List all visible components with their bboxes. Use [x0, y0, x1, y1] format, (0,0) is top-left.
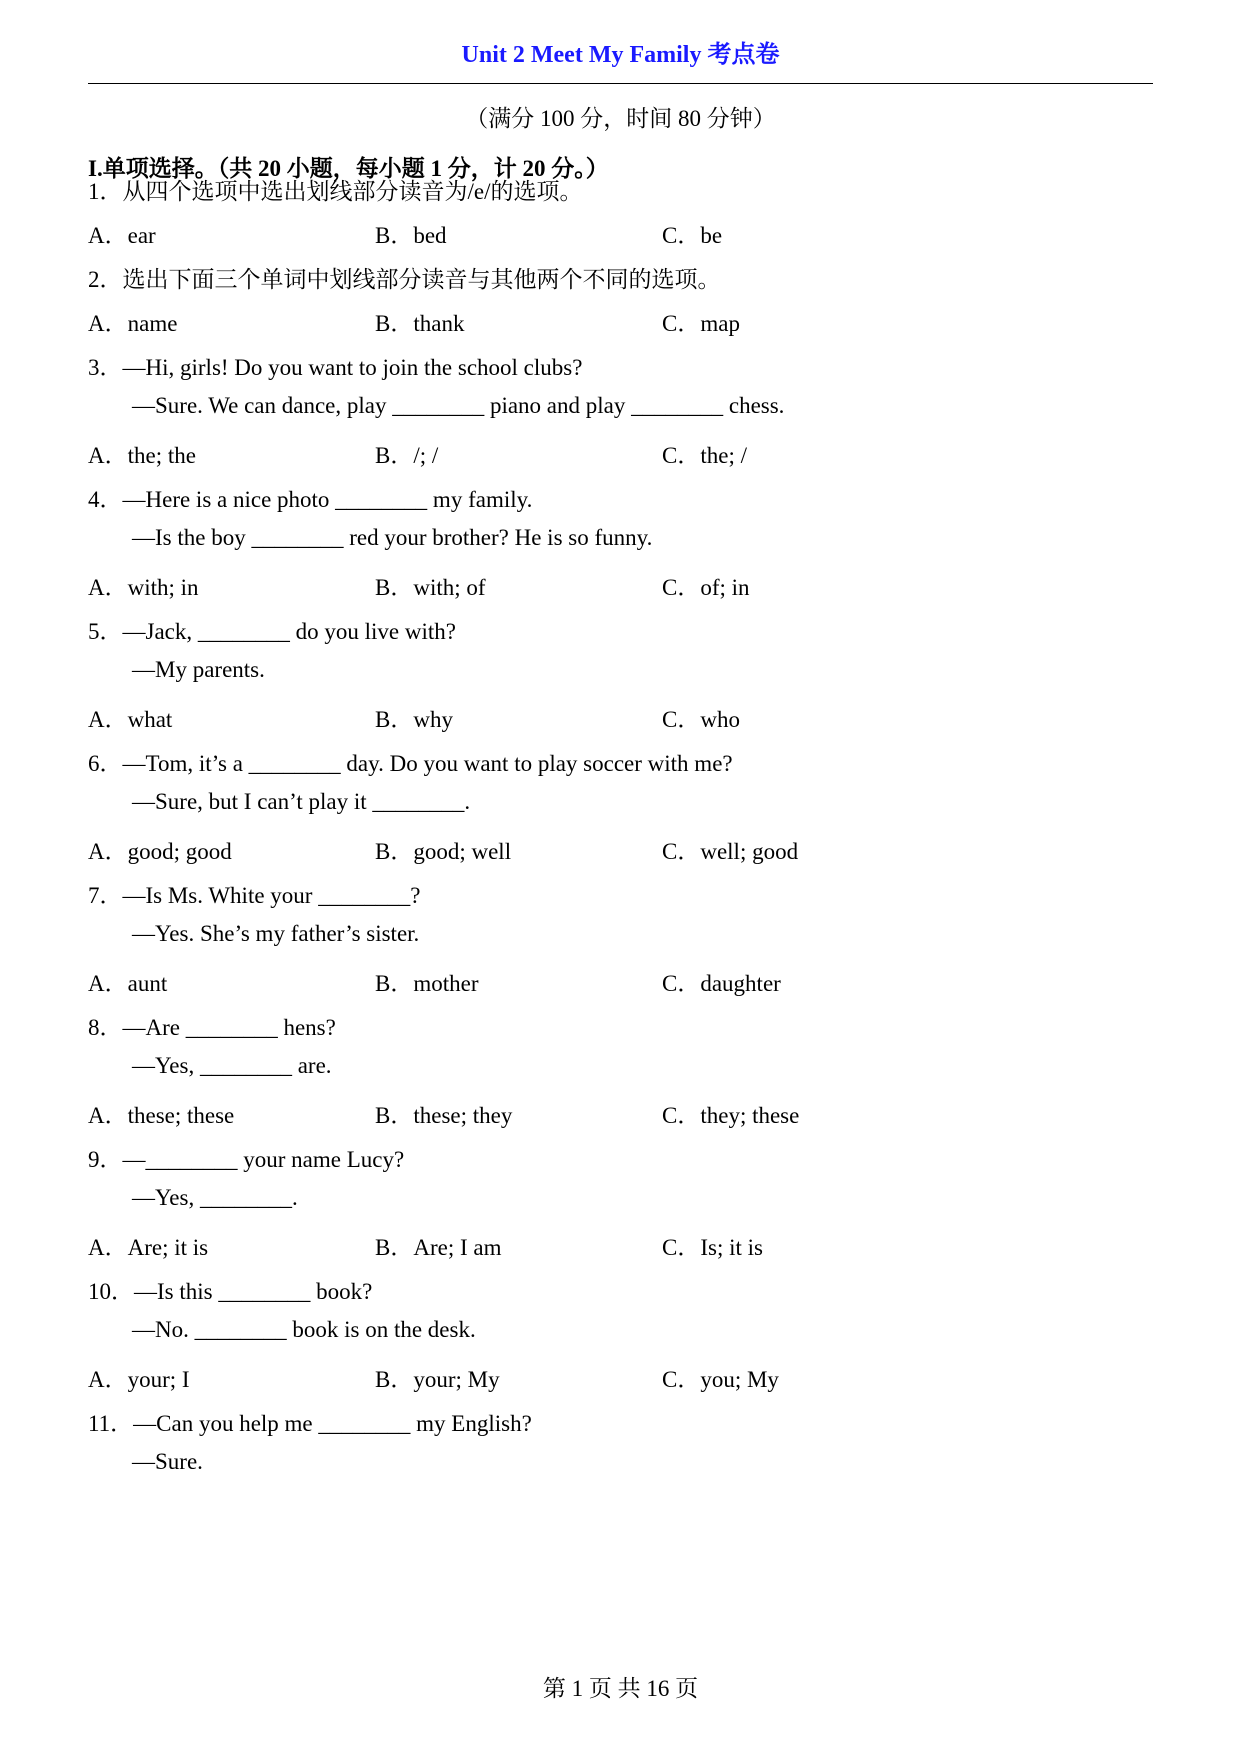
- answer-option-c: C．who: [662, 707, 740, 732]
- answer-option-b: B．/; /: [375, 443, 439, 468]
- exam-info: （满分 100 分，时间 80 分钟）: [465, 106, 776, 131]
- answer-option-a: A．your; I: [88, 1367, 190, 1392]
- answer-option-b: B．with; of: [375, 575, 486, 600]
- question-stem: 11．—Can you help me ________ my English?: [88, 1411, 532, 1436]
- question-stem: 1．从四个选项中选出划线部分读音为/e/的选项。: [88, 179, 583, 204]
- answer-option-a: A．Are; it is: [88, 1235, 209, 1260]
- answer-option-c: C．they; these: [662, 1103, 800, 1128]
- question-stem: 9．—________ your name Lucy?: [88, 1147, 405, 1172]
- answer-option-a: A．the; the: [88, 443, 196, 468]
- answer-option-b: B．Are; I am: [375, 1235, 502, 1260]
- answer-option-c: C．you; My: [662, 1367, 779, 1392]
- question-response: —Is the boy ________ red your brother? He is so funny.: [132, 525, 653, 550]
- answer-option-b: B．your; My: [375, 1367, 500, 1392]
- answer-option-a: A．ear: [88, 223, 156, 248]
- question-response: —Sure. We can dance, play ________ piano and play ________ chess.: [132, 393, 785, 418]
- question-stem: 6．—Tom, it’s a ________ day. Do you want to play soccer with me?: [88, 751, 733, 776]
- answer-option-c: C．map: [662, 311, 740, 336]
- document-title: Unit 2 Meet My Family 考点卷: [461, 42, 780, 68]
- answer-option-a: A．what: [88, 707, 173, 732]
- section-heading: I.单项选择。（共 20 小题，每小题 1 分，计 20 分。）: [88, 156, 609, 181]
- answer-option-a: A．aunt: [88, 971, 168, 996]
- answer-option-a: A．these; these: [88, 1103, 235, 1128]
- question-response: —Sure.: [132, 1449, 203, 1474]
- answer-option-b: B．thank: [375, 311, 465, 336]
- question-stem: 5．—Jack, ________ do you live with?: [88, 619, 456, 644]
- answer-option-b: B．good; well: [375, 839, 512, 864]
- answer-option-b: B．bed: [375, 223, 447, 248]
- answer-option-a: A．with; in: [88, 575, 199, 600]
- header-divider: [88, 83, 1153, 84]
- question-stem: 10．—Is this ________ book?: [88, 1279, 373, 1304]
- question-response: —Sure, but I can’t play it ________.: [132, 789, 471, 814]
- answer-option-c: C．daughter: [662, 971, 781, 996]
- answer-option-c: C．Is; it is: [662, 1235, 763, 1260]
- question-response: —Yes, ________ are.: [132, 1053, 332, 1078]
- question-stem: 7．—Is Ms. White your ________?: [88, 883, 421, 908]
- question-stem: 3．—Hi, girls! Do you want to join the school clubs?: [88, 355, 583, 380]
- question-stem: 4．—Here is a nice photo ________ my family.: [88, 487, 533, 512]
- answer-option-b: B．mother: [375, 971, 479, 996]
- answer-option-c: C．be: [662, 223, 723, 248]
- page-number: 第 1 页 共 16 页: [542, 1676, 699, 1701]
- answer-option-b: B．these; they: [375, 1103, 513, 1128]
- answer-option-a: A．good; good: [88, 839, 232, 864]
- question-response: —Yes. She’s my father’s sister.: [132, 921, 420, 946]
- question-response: —No. ________ book is on the desk.: [132, 1317, 476, 1342]
- question-response: —My parents.: [132, 657, 265, 682]
- answer-option-c: C．well; good: [662, 839, 799, 864]
- question-response: —Yes, ________.: [132, 1185, 298, 1210]
- answer-option-b: B．why: [375, 707, 453, 732]
- question-stem: 8．—Are ________ hens?: [88, 1015, 336, 1040]
- answer-option-c: C．the; /: [662, 443, 747, 468]
- answer-option-c: C．of; in: [662, 575, 750, 600]
- question-stem: 2．选出下面三个单词中划线部分读音与其他两个不同的选项。: [88, 267, 721, 292]
- answer-option-a: A．name: [88, 311, 178, 336]
